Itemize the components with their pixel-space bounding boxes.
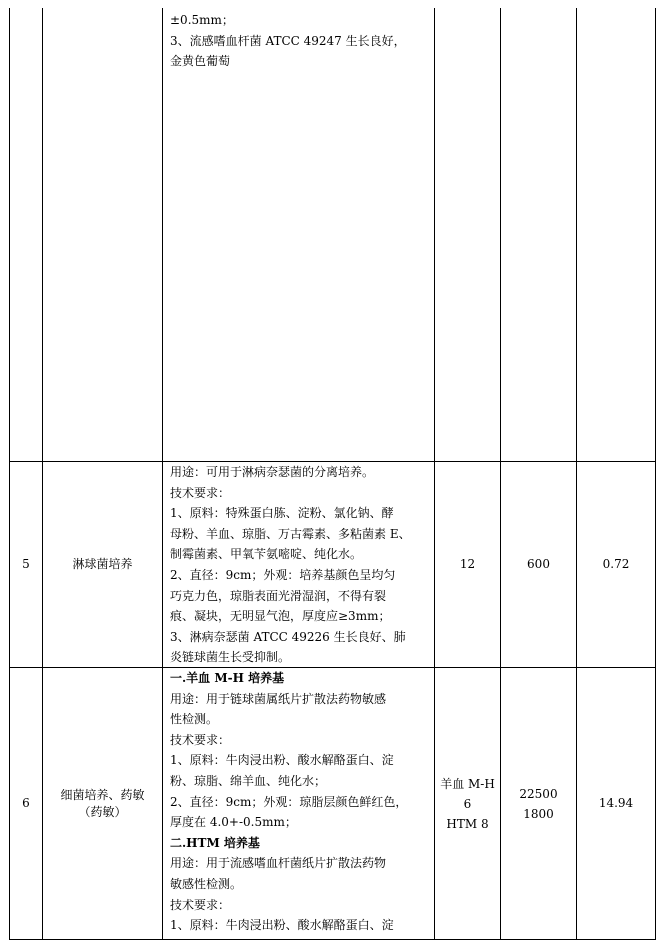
spec-row5-line: 痕、凝块，无明显气泡，厚度应≥3mm； bbox=[170, 609, 391, 624]
spec-row6-line: 用途：用于链球菌属纸片扩散法药物敏感 bbox=[170, 691, 387, 706]
spec-row6-line: 用途：用于流感嗜血杆菌纸片扩散法药物 bbox=[170, 856, 387, 871]
row5-qty: 12 bbox=[459, 557, 476, 571]
spec-row5-line: 1、原料：特殊蛋白胨、淀粉、氯化钠、酵 bbox=[170, 506, 394, 521]
row5-col6: 0.72 bbox=[602, 557, 630, 571]
spec-row5-line: 炎链球菌生长受抑制。 bbox=[170, 650, 291, 665]
row5-name: 淋球菌培养 bbox=[72, 557, 133, 571]
spec-row6-line: 2、直径：9cm；外观：琼脂层颜色鲜红色， bbox=[170, 794, 408, 809]
table-border-right bbox=[655, 8, 656, 940]
spec-row5-line: 技术要求： bbox=[170, 485, 231, 500]
spec-row5-line: 2、直径：9cm；外观：培养基颜色呈均匀 bbox=[170, 567, 396, 582]
spec-row6-line: 性检测。 bbox=[170, 712, 219, 727]
row6-name bbox=[43, 668, 162, 939]
spec-row5-line: 3、淋病奈瑟菌 ATCC 49226 生长良好、肺 bbox=[170, 629, 406, 644]
row5-col5: 600 bbox=[527, 557, 550, 571]
spec-top-line: 金黄色葡萄 bbox=[170, 54, 231, 69]
row6-name-line1: 细菌培养、药敏 bbox=[60, 787, 145, 802]
spec-row5-line: 用途：可用于淋病奈瑟菌的分离培养。 bbox=[170, 465, 375, 479]
spec-row6-line: 一.羊血 M-H 培养基 bbox=[170, 671, 285, 685]
spec-row5-line: 制霉菌素、甲氧苄氨嘧啶、纯化水。 bbox=[170, 547, 363, 562]
spec-row6-line: 二.HTM 培养基 bbox=[170, 835, 260, 850]
row6-col5-line1: 22500 bbox=[519, 786, 558, 801]
spec-cell-row6 bbox=[170, 668, 432, 936]
spec-row6-line: 1、原料：牛肉浸出粉、酸水解酪蛋白、淀 bbox=[170, 753, 394, 768]
row6-col5-line2: 1800 bbox=[523, 806, 554, 821]
spec-row5-line: 母粉、羊血、琼脂、万古霉素、多粘菌素 E、 bbox=[170, 526, 411, 541]
row6-col5 bbox=[501, 668, 576, 939]
spec-top-line: 3、流感嗜血杆菌 ATCC 49247 生长良好， bbox=[170, 33, 406, 48]
row6-no: 6 bbox=[22, 796, 30, 810]
spec-cell-top bbox=[170, 10, 432, 72]
table-divider-name bbox=[162, 8, 163, 940]
row6-name-line2: （药敏） bbox=[78, 804, 127, 819]
spec-cell-row5 bbox=[170, 462, 432, 668]
row6-qty-line2: 6 bbox=[463, 796, 472, 811]
spec-row6-line: 技术要求： bbox=[170, 732, 231, 747]
spec-row6-line: 敏感性检测。 bbox=[170, 876, 243, 891]
spec-row6-line: 1、原料：牛肉浸出粉、酸水解酪蛋白、淀 bbox=[170, 918, 394, 933]
spec-row6-line: 粉、琼脂、绵羊血、纯化水； bbox=[170, 773, 327, 788]
row6-qty bbox=[435, 668, 500, 939]
row6-qty-line1: 羊血 M-H bbox=[440, 776, 495, 791]
row6-qty-line3: HTM 8 bbox=[446, 816, 489, 831]
table-border-bottom bbox=[9, 939, 655, 940]
spec-row6-line: 技术要求： bbox=[170, 897, 231, 912]
spec-row6-line: 厚度在 4.0+-0.5mm； bbox=[170, 815, 297, 830]
row6-col6: 14.94 bbox=[598, 796, 634, 810]
spec-top-line: ±0.5mm； bbox=[170, 13, 234, 27]
row5-no: 5 bbox=[22, 557, 30, 571]
spec-row5-line: 巧克力色，琼脂表面光滑湿润，不得有裂 bbox=[170, 588, 387, 603]
